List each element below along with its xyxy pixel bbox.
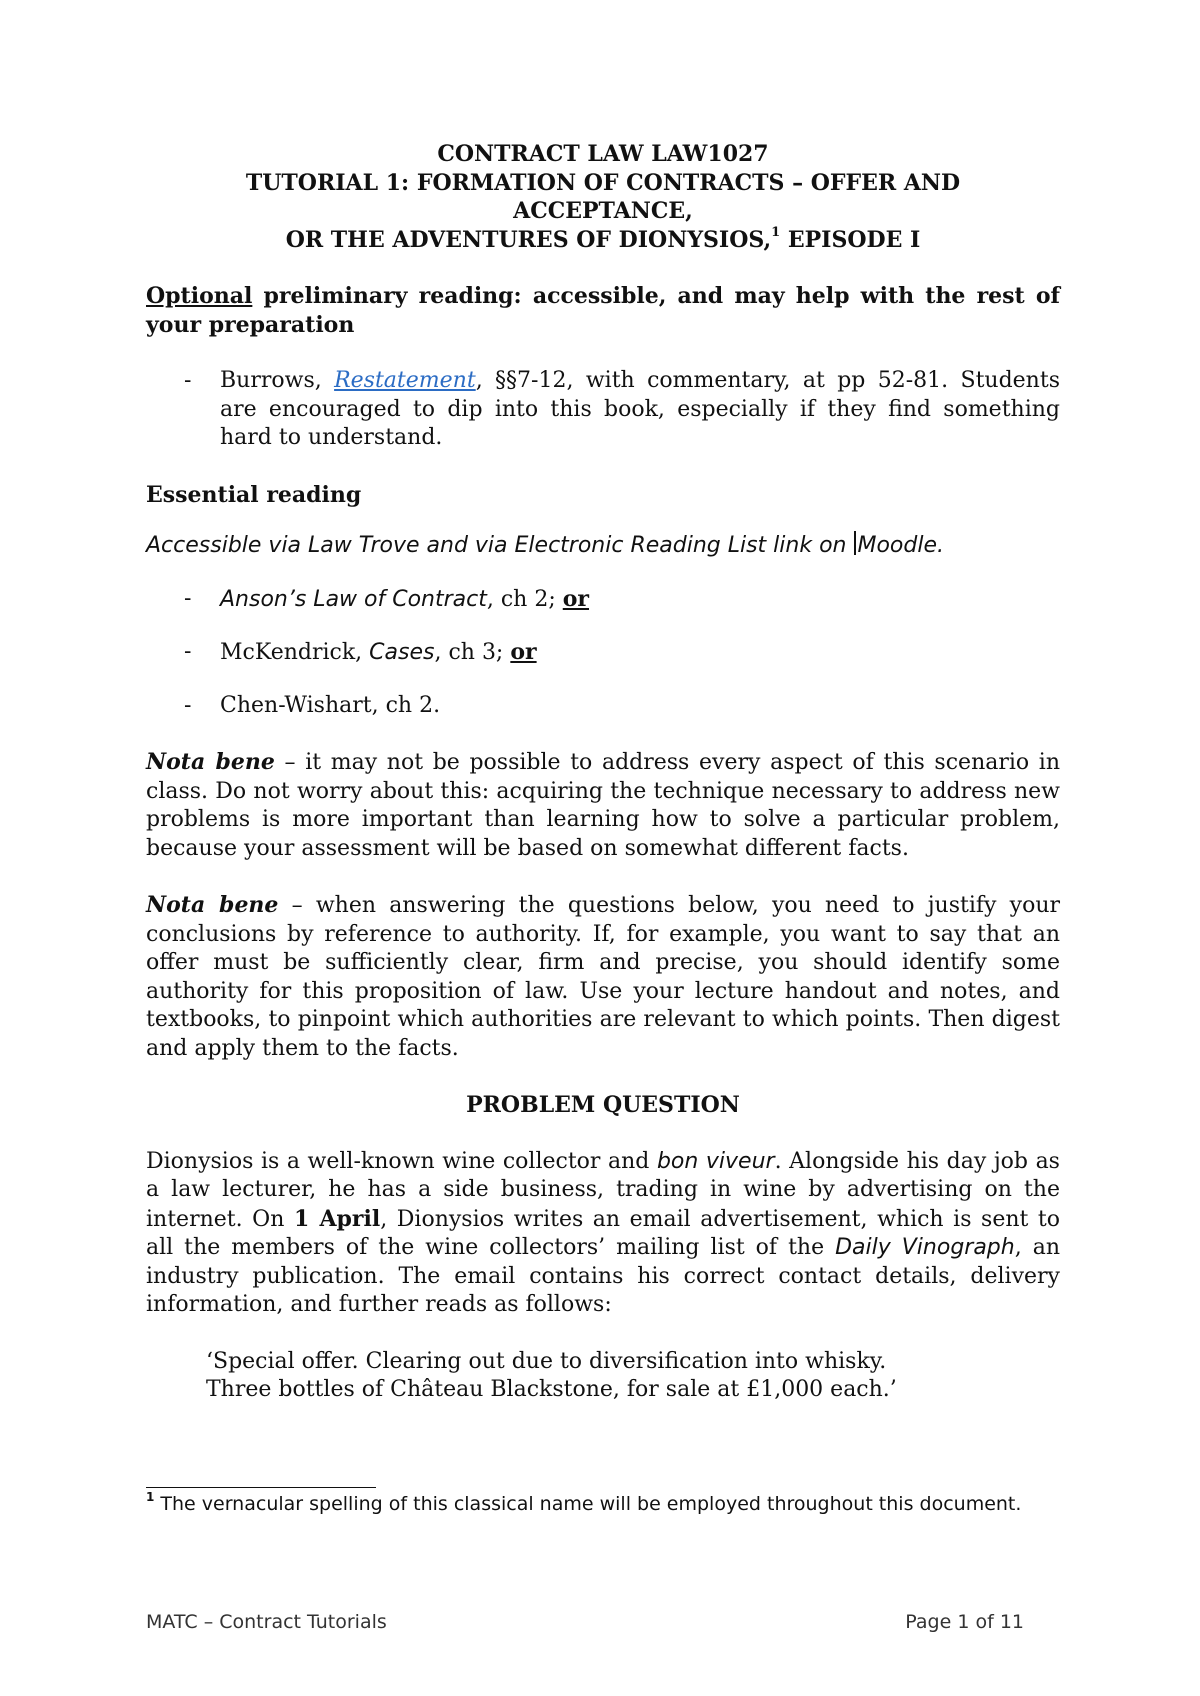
list-item-text: Chen-Wishart, ch 2. [220, 692, 441, 718]
title-line-1: CONTRACT LAW LAW1027 [437, 141, 769, 167]
nota-bene-2 [146, 891, 1060, 1063]
publication-name: Daily Vinograph [835, 1235, 1015, 1260]
list-dash: - [184, 639, 192, 664]
footnote-separator [146, 1487, 376, 1488]
optional-reading-heading [146, 282, 1060, 339]
restatement-link[interactable]: Restatement [334, 368, 476, 393]
list-item-burrows [146, 367, 1060, 453]
optional-word: Optional [146, 283, 253, 309]
page-footer [146, 1611, 1024, 1633]
essential-reading-heading: Essential reading [146, 481, 362, 508]
footnote-number: 1 [146, 1489, 155, 1504]
title-line-2: TUTORIAL 1: FORMATION OF CONTRACTS – OFFER AND [245, 169, 961, 196]
title-line-4-end: EPISODE I [780, 226, 921, 253]
problem-text: , an industry publication. The email contains his correct contact details, delivery information, and further reads as follows: [146, 1235, 1060, 1317]
footnote-ref[interactable]: 1 [771, 225, 781, 241]
nota-bene-text: – when answering the questions below, you need to justify your conclusions by reference to authority. If, for example, you want to say that an offer must be sufficiently clear, firm and precise, you should identify some authority for this proposition of law. Use your lecture handout and notes, and textbooks, to pinpoint which authorities are relevant to which points. Then digest and apply them to the facts. [146, 893, 1061, 1061]
footnote-text: The vernacular spelling of this classical name will be employed throughout this document. [154, 1493, 1022, 1515]
problem-question-heading: PROBLEM QUESTION [466, 1092, 740, 1118]
access-note-end: Moodle. [857, 533, 944, 558]
nota-bene-text: – it may not be possible to address every aspect of this scenario in class. Do not worry about this: acquiring the technique necessary to address new problems is more important than learning how to solve a particular problem, because your assessment will be based on somewhat different facts. [146, 750, 1061, 861]
footer-title: MATC – Contract Tutorials [146, 1611, 387, 1633]
book-title: Anson’s Law of Contract [220, 586, 487, 612]
problem-paragraph [146, 1148, 1060, 1320]
nota-bene-label: Nota bene [146, 749, 275, 775]
problem-italic: bon viveur [656, 1148, 775, 1174]
nota-bene-label: Nota bene [146, 892, 279, 918]
problem-text: . Alongside his day job as a law lecturer, he has a side business, trading in wine by advertising on the internet. On [146, 1148, 1060, 1232]
or-connector: or [562, 585, 590, 612]
access-note [146, 531, 1060, 561]
list-item-anson [146, 585, 1060, 615]
list-item-chen-wishart [146, 692, 1060, 721]
list-item-text: McKendrick, [220, 640, 370, 665]
list-item-text: , ch 3; [434, 640, 511, 665]
problem-text: Dionysios is a well-known wine collector and [146, 1148, 657, 1174]
document-title [146, 140, 1060, 254]
problem-text: , Dionysios writes an email advertisement, which is sent to all the members of the wine collectors’ mailing list of the [146, 1206, 1060, 1260]
page-number: Page 1 of 11 [905, 1611, 1024, 1633]
optional-heading-rest: preliminary reading: accessible, and may help with the rest of your preparation [146, 283, 1060, 338]
document-body [146, 140, 1060, 1405]
list-dash: - [184, 585, 192, 611]
book-title: Cases [369, 640, 435, 665]
date-bold: 1 April [293, 1205, 381, 1232]
or-connector: or [510, 639, 537, 665]
list-item-mckendrick [146, 638, 1060, 668]
advertisement-quote [146, 1348, 1060, 1405]
list-item-text: Burrows, [220, 368, 335, 393]
list-dash: - [184, 692, 192, 718]
nota-bene-1 [146, 748, 1060, 863]
list-item-text: , ch 2; [486, 586, 563, 612]
title-line-4-text: OR THE ADVENTURES OF DIONYSIOS, [285, 226, 772, 253]
list-dash: - [184, 368, 192, 393]
quote-line-2: Three bottles of Château Blackstone, for sale at £1,000 each.’ [206, 1377, 897, 1402]
list-item-text: , §§7-12, with commentary, at pp 52-81. Students are encouraged to dip into this book, especially if they find something hard to understand. [220, 368, 1060, 450]
access-note-text: Accessible via Law Trove and via Electronic Reading List link on [146, 533, 854, 558]
title-line-3: ACCEPTANCE, [513, 198, 693, 224]
footnote [146, 1489, 1060, 1516]
title-line-4 [146, 226, 1060, 255]
quote-line-1: ‘Special offer. Clearing out due to diversification into whisky. [206, 1348, 887, 1374]
